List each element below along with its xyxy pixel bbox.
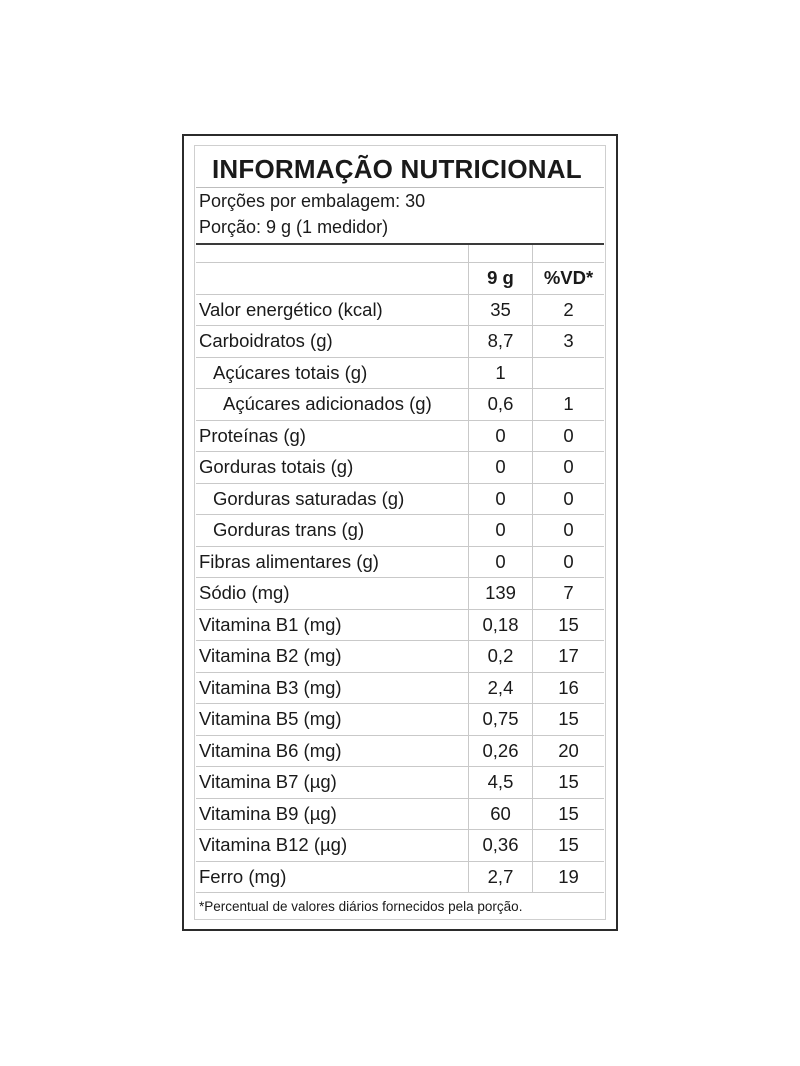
header-nutrient — [196, 263, 468, 294]
nutrient-name: Vitamina B7 (µg) — [199, 771, 337, 793]
nutrient-amount: 0,18 — [468, 610, 532, 641]
nutrient-name: Vitamina B6 (mg) — [199, 739, 342, 761]
table-row — [196, 326, 604, 358]
nutrient-name: Fibras alimentares (g) — [199, 550, 379, 572]
nutrient-amount: 0,6 — [468, 389, 532, 420]
table-row — [196, 295, 604, 327]
table-row — [196, 641, 604, 673]
nutrient-amount: 0,75 — [468, 704, 532, 735]
nutrient-daily-value: 16 — [532, 673, 604, 704]
nutrient-daily-value: 0 — [532, 452, 604, 483]
nutrient-name: Açúcares totais (g) — [213, 361, 368, 383]
table-spacer-row — [196, 245, 604, 263]
nutrition-table — [196, 245, 604, 893]
nutrient-amount: 2,4 — [468, 673, 532, 704]
nutrient-amount: 35 — [468, 295, 532, 326]
label-title: INFORMAÇÃO NUTRICIONAL — [212, 154, 582, 184]
nutrient-amount: 0 — [468, 452, 532, 483]
nutrient-name: Carboidratos (g) — [199, 330, 333, 352]
table-row — [196, 736, 604, 768]
nutrient-amount: 0 — [468, 484, 532, 515]
nutrient-name: Ferro (mg) — [199, 865, 287, 887]
nutrient-name: Vitamina B2 (mg) — [199, 645, 342, 667]
servings-per-package: Porções por embalagem: 30 — [199, 191, 426, 211]
nutrient-amount: 4,5 — [468, 767, 532, 798]
nutrient-daily-value: 15 — [532, 799, 604, 830]
nutrient-daily-value — [532, 358, 604, 389]
header-amount: 9 g — [468, 263, 532, 294]
nutrient-name: Vitamina B5 (mg) — [199, 708, 342, 730]
nutrient-name: Açúcares adicionados (g) — [223, 393, 432, 415]
nutrient-amount: 0,36 — [468, 830, 532, 861]
nutrient-amount: 60 — [468, 799, 532, 830]
nutrient-name: Valor energético (kcal) — [199, 298, 383, 320]
footnote: *Percentual de valores diários fornecidos pela porção. — [199, 899, 523, 914]
nutrient-daily-value: 15 — [532, 830, 604, 861]
table-row — [196, 799, 604, 831]
table-row — [196, 452, 604, 484]
table-row — [196, 862, 604, 894]
nutrient-name: Gorduras trans (g) — [213, 519, 365, 541]
nutrient-daily-value: 1 — [532, 389, 604, 420]
nutrient-amount: 0 — [468, 547, 532, 578]
table-row — [196, 389, 604, 421]
nutrient-daily-value: 17 — [532, 641, 604, 672]
nutrient-daily-value: 7 — [532, 578, 604, 609]
table-row — [196, 673, 604, 705]
table-header-row — [196, 263, 604, 295]
nutrient-daily-value: 15 — [532, 767, 604, 798]
table-row — [196, 767, 604, 799]
table-row — [196, 704, 604, 736]
table-row — [196, 830, 604, 862]
nutrient-daily-value: 0 — [532, 515, 604, 546]
nutrient-amount: 0,2 — [468, 641, 532, 672]
nutrient-amount: 0 — [468, 421, 532, 452]
nutrient-daily-value: 0 — [532, 421, 604, 452]
table-row — [196, 578, 604, 610]
nutrient-daily-value: 3 — [532, 326, 604, 357]
nutrient-daily-value: 15 — [532, 704, 604, 735]
table-row — [196, 421, 604, 453]
header-daily-value: %VD* — [532, 263, 604, 294]
nutrient-amount: 1 — [468, 358, 532, 389]
table-row — [196, 484, 604, 516]
nutrient-name: Sódio (mg) — [199, 582, 290, 604]
nutrient-name: Gorduras saturadas (g) — [213, 487, 405, 509]
table-row — [196, 358, 604, 390]
nutrient-daily-value: 0 — [532, 484, 604, 515]
nutrient-name: Gorduras totais (g) — [199, 456, 354, 478]
nutrient-daily-value: 20 — [532, 736, 604, 767]
nutrient-daily-value: 0 — [532, 547, 604, 578]
nutrient-name: Vitamina B3 (mg) — [199, 676, 342, 698]
table-row — [196, 515, 604, 547]
nutrient-amount: 2,7 — [468, 862, 532, 893]
table-row — [196, 610, 604, 642]
nutrient-amount: 0 — [468, 515, 532, 546]
nutrient-daily-value: 2 — [532, 295, 604, 326]
table-row — [196, 547, 604, 579]
nutrient-daily-value: 19 — [532, 862, 604, 893]
nutrient-amount: 0,26 — [468, 736, 532, 767]
nutrient-name: Vitamina B1 (mg) — [199, 613, 342, 635]
nutrient-name: Vitamina B12 (µg) — [199, 834, 348, 856]
nutrient-name: Vitamina B9 (µg) — [199, 802, 337, 824]
serving-size: Porção: 9 g (1 medidor) — [199, 217, 389, 237]
nutrient-daily-value: 15 — [532, 610, 604, 641]
nutrient-amount: 8,7 — [468, 326, 532, 357]
nutrient-amount: 139 — [468, 578, 532, 609]
nutrient-name: Proteínas (g) — [199, 424, 306, 446]
